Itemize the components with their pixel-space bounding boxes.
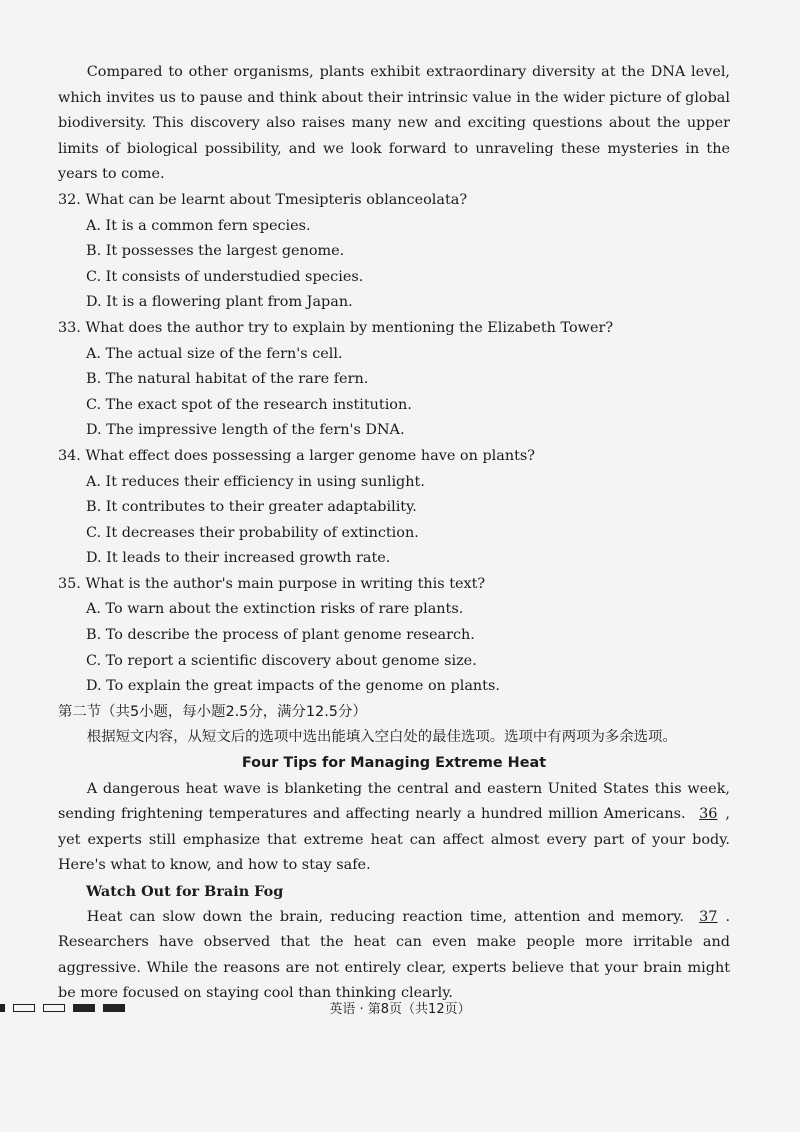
paragraph-text: A dangerous heat wave is blanketing the central and eastern United States this week, sending frightening temperatures and affecting nearly a hundred million Americans. bbox=[58, 780, 730, 823]
question-stem: 35. What is the author's main purpose in writing this text? bbox=[58, 575, 486, 592]
blank-37: 37 bbox=[699, 908, 718, 925]
option-d: D. It leads to their increased growth rate. bbox=[86, 550, 391, 567]
paragraph-text: , yet experts still emphasize that extreme heat can affect almost every part of your body. Here's what to know, and how to stay safe. bbox=[58, 806, 730, 874]
question-34 bbox=[58, 444, 730, 572]
page-content bbox=[58, 60, 730, 1007]
option-a: A. The actual size of the fern's cell. bbox=[86, 345, 343, 362]
question-stem: 32. What can be learnt about Tmesipteris oblanceolata? bbox=[58, 191, 468, 208]
option-c: C. To report a scientific discovery about genome size. bbox=[86, 652, 477, 669]
article-paragraph-1 bbox=[58, 777, 730, 879]
option-b: B. It possesses the largest genome. bbox=[86, 243, 345, 260]
paragraph-text: Heat can slow down the brain, reducing reaction time, attention and memory. bbox=[86, 908, 684, 925]
option-a: A. To warn about the extinction risks of rare plants. bbox=[86, 601, 464, 618]
question-32 bbox=[58, 188, 730, 316]
option-b: B. To describe the process of plant genome research. bbox=[86, 627, 475, 644]
blank-36: 36 bbox=[699, 806, 718, 823]
option-a: A. It reduces their efficiency in using sunlight. bbox=[86, 473, 425, 490]
question-stem: 34. What effect does possessing a larger genome have on plants? bbox=[58, 447, 535, 464]
option-b: B. It contributes to their greater adaptability. bbox=[86, 499, 417, 516]
paragraph-text: . Researchers have observed that the heat can even make people more irritable and aggressive. While the reasons are not entirely clear, experts believe that your brain might be more focused on staying cool than thinking clearly. bbox=[58, 908, 731, 1002]
section-heading: 第二节（共5小题，每小题2.5分，满分12.5分） bbox=[58, 703, 367, 720]
question-stem: 33. What does the author try to explain by mentioning the Elizabeth Tower? bbox=[58, 319, 614, 336]
article-paragraph-2 bbox=[58, 905, 730, 1007]
option-c: C. The exact spot of the research institution. bbox=[86, 396, 412, 413]
article-subheading: Watch Out for Brain Fog bbox=[86, 883, 284, 900]
question-35 bbox=[58, 572, 730, 700]
question-33 bbox=[58, 316, 730, 444]
option-d: D. It is a flowering plant from Japan. bbox=[86, 294, 353, 311]
option-b: B. The natural habitat of the rare fern. bbox=[86, 371, 369, 388]
page-footer: 英语 · 第8页（共12页） bbox=[329, 1002, 471, 1017]
option-a: A. It is a common fern species. bbox=[86, 217, 311, 234]
section-instruction: 根据短文内容，从短文后的选项中选出能填入空白处的最佳选项。选项中有两项为多余选项。 bbox=[86, 729, 677, 746]
option-c: C. It decreases their probability of extinction. bbox=[86, 524, 419, 541]
option-c: C. It consists of understudied species. bbox=[86, 268, 364, 285]
passage-paragraph: Compared to other organisms, plants exhibit extraordinary diversity at the DNA level, which invites us to pause and think about their intrinsic value in the wider picture of global biodiversity. This discovery also raises many new and exciting questions about the upper limits of biological possibility, and we look forward to unraveling these mysteries in the years to come. bbox=[58, 64, 730, 183]
article-title: Four Tips for Managing Extreme Heat bbox=[241, 755, 547, 772]
option-d: D. The impressive length of the fern's DNA. bbox=[86, 422, 405, 439]
option-d: D. To explain the great impacts of the genome on plants. bbox=[86, 678, 500, 695]
